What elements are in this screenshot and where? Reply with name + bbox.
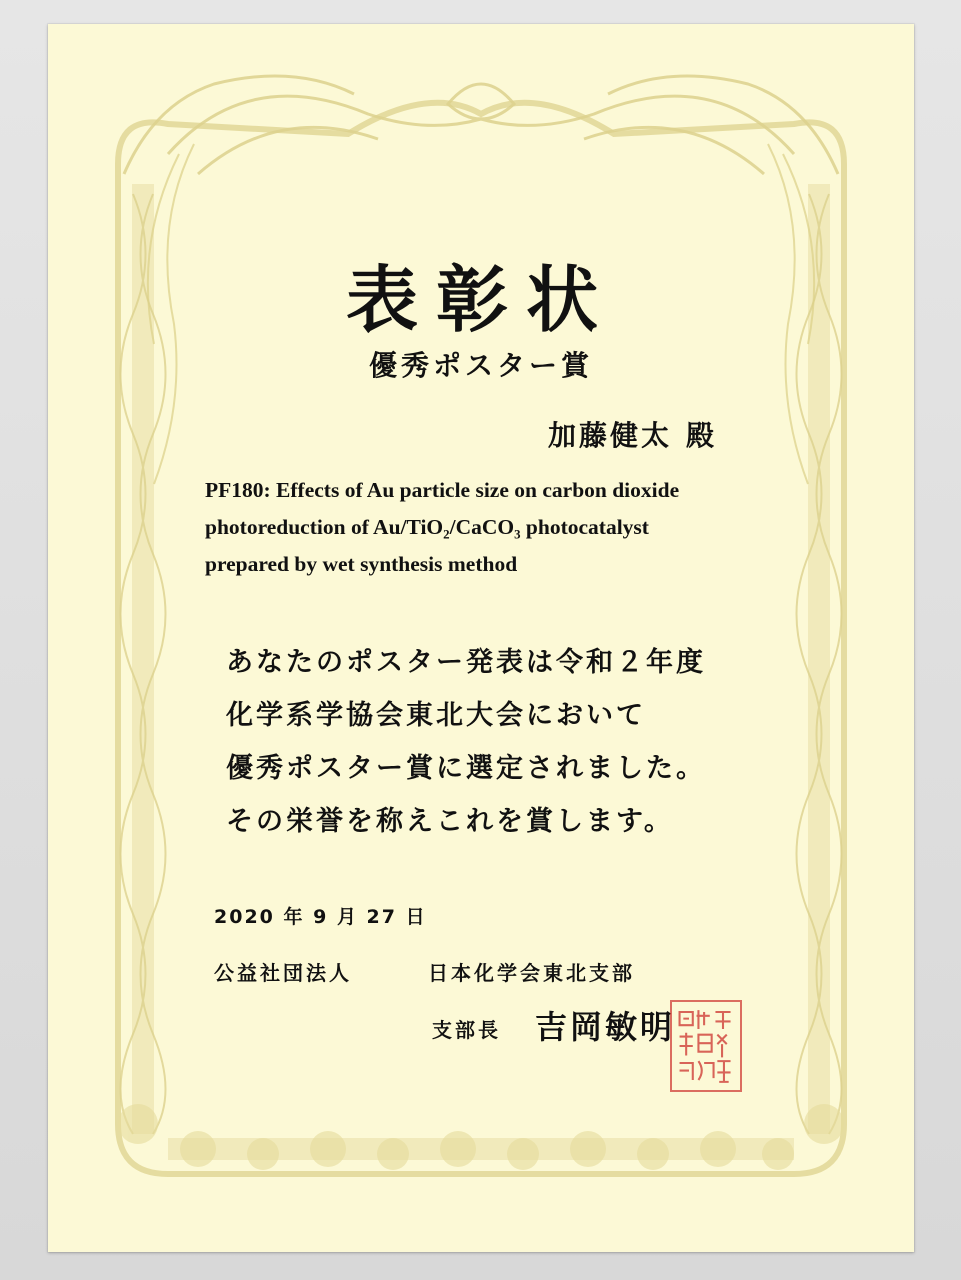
citation-text: [226, 636, 706, 848]
recipient-name: 加藤健太: [548, 419, 673, 452]
signer-name: 吉岡敏明: [535, 1008, 676, 1046]
citation-line: 優秀ポスター賞に選定されました。: [226, 753, 706, 784]
certificate-paper: [48, 24, 914, 1252]
award-date: 2020 年 9 月 27 日: [214, 906, 427, 928]
certificate-title: 表彰状: [345, 257, 616, 342]
citation-line: あなたのポスター発表は令和２年度: [226, 647, 706, 678]
citation-line: 化学系学協会東北大会において: [226, 700, 646, 731]
seal-stamp-icon: [672, 1002, 740, 1090]
poster-title: [205, 472, 765, 583]
recipient-honorific: 殿: [686, 419, 718, 452]
recipient: [548, 414, 717, 454]
poster-title-line: PF180: Effects of Au particle size on carbon dioxide: [205, 478, 680, 502]
award-name: 優秀ポスター賞: [368, 349, 593, 382]
organization-name: 日本化学会東北支部: [428, 961, 635, 985]
signer-title: 支部長: [432, 1018, 501, 1042]
organization-type: 公益社団法人: [214, 961, 352, 985]
poster-title-line: photoreduction of Au/TiO₂/CaCO₃ photocatalyst: [205, 515, 649, 539]
official-seal: [670, 1000, 742, 1092]
citation-line: その栄誉を称えこれを賞します。: [226, 806, 674, 837]
poster-title-line: prepared by wet synthesis method: [205, 552, 518, 576]
